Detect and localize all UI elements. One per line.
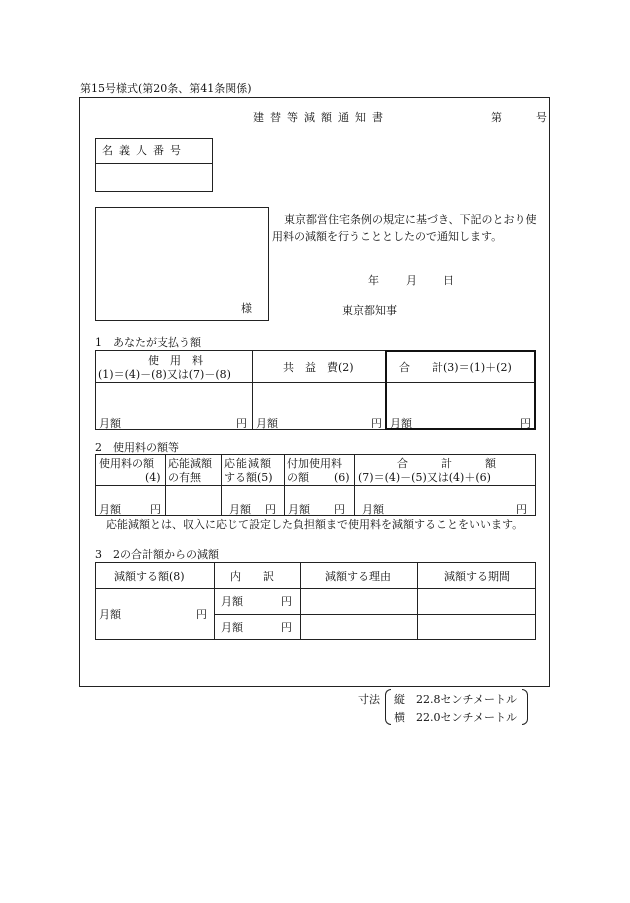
section2-h2-line2: の有無 xyxy=(168,471,201,484)
section2-h5-line2: (7)＝(4)－(5)又は(4)＋(6) xyxy=(358,471,491,484)
section1-col2-monthly: 月額 xyxy=(256,417,278,430)
section2-c4-yen: 円 xyxy=(334,503,345,516)
section2-h4-line2-a: の額 xyxy=(287,471,309,484)
document-title: 建替等減額通知書 xyxy=(253,111,389,124)
dimensions-height: 縦 22.8センチメートル xyxy=(394,693,518,706)
dimensions-label: 寸法 xyxy=(358,693,380,706)
section1-col1-monthly: 月額 xyxy=(99,417,121,430)
section1-col3-yen: 円 xyxy=(520,417,531,430)
section2-h4-line2-b: (6) xyxy=(334,471,350,484)
section2-h4-line1: 付加使用料 xyxy=(287,457,342,470)
section2-c5-monthly: 月額 xyxy=(362,503,384,516)
section3-amount-monthly: 月額 xyxy=(99,608,121,621)
section2-c3-yen: 円 xyxy=(265,503,276,516)
section3-h3: 減額する理由 xyxy=(325,570,391,583)
section3-reason-field-2[interactable] xyxy=(302,616,415,638)
section1-col2-yen: 円 xyxy=(371,417,382,430)
date-month-label: 月 xyxy=(406,274,417,287)
section3-h1: 減額する額(8) xyxy=(114,570,185,583)
section2-h1-line1: 使用料の額 xyxy=(99,457,154,470)
section2-total-field[interactable] xyxy=(356,487,534,501)
section3-row2-monthly: 月額 xyxy=(221,621,243,634)
section2-c1-yen: 円 xyxy=(150,503,161,516)
section3-row1-yen: 円 xyxy=(281,595,292,608)
section2-c1-monthly: 月額 xyxy=(99,503,121,516)
section2-reduction-flag-field[interactable] xyxy=(167,487,219,514)
section1-col1-title: 使 用 料 xyxy=(148,354,203,367)
nominee-number-header: 名義人番号 xyxy=(102,144,187,157)
section2-h5-line1: 合 計 額 xyxy=(397,457,496,470)
date-year-label: 年 xyxy=(368,274,379,287)
section1-total-field[interactable] xyxy=(388,385,533,413)
section3-h4: 減額する期間 xyxy=(444,570,510,583)
section2-heading: 2 使用料の額等 xyxy=(95,441,179,454)
section2-c4-monthly: 月額 xyxy=(288,503,310,516)
section3-row2-yen: 円 xyxy=(281,621,292,634)
section1-col3-header: 合 計(3)＝(1)＋(2) xyxy=(399,361,512,374)
section2-h1-line2: (4) xyxy=(145,471,161,484)
section3-amount-yen: 円 xyxy=(196,608,207,621)
section3-heading: 3 2の合計額からの減額 xyxy=(95,548,219,561)
section1-col1-yen: 円 xyxy=(236,417,247,430)
nominee-number-field[interactable] xyxy=(97,166,210,189)
section3-period-field-1[interactable] xyxy=(419,590,534,612)
issuer: 東京都知事 xyxy=(342,304,397,317)
section2-h3-line2: する額(5) xyxy=(224,471,273,484)
section1-col1-formula: (1)＝(4)－(8)又は(7)－(8) xyxy=(98,368,231,381)
section1-col3-monthly: 月額 xyxy=(390,417,412,430)
section3-period-field-2[interactable] xyxy=(419,616,534,638)
notice-text-line2: 用料の減額を行うこととしたので通知します。 xyxy=(272,230,503,243)
section2-c3-monthly: 月額 xyxy=(229,503,251,516)
document-number: 第 号 xyxy=(491,111,551,124)
section2-reduction-amount-field[interactable] xyxy=(223,487,282,501)
section3-h2: 内 訳 xyxy=(230,570,274,583)
section2-usage-fee-field[interactable] xyxy=(97,487,163,501)
section3-row1-monthly: 月額 xyxy=(221,595,243,608)
section1-col2-header: 共 益 費(2) xyxy=(283,361,354,374)
notice-text-line1: 東京都営住宅条例の規定に基づき、下記のとおり使 xyxy=(284,213,537,226)
section2-note: 応能減額とは、収入に応じて設定した負担額まで使用料を減額することをいいます。 xyxy=(106,518,524,531)
date-day-label: 日 xyxy=(443,274,454,287)
recipient-suffix: 様 xyxy=(241,302,252,315)
section2-h3-line1: 応能減額 xyxy=(224,457,272,470)
dimensions-width: 横 22.0センチメートル xyxy=(394,711,518,724)
section3-reason-field-1[interactable] xyxy=(302,590,415,612)
section1-usage-fee-field[interactable] xyxy=(97,385,250,413)
form-label: 第15号様式(第20条、第41条関係) xyxy=(80,82,252,95)
section2-additional-fee-field[interactable] xyxy=(286,487,352,501)
section1-heading: 1 あなたが支払う額 xyxy=(95,336,201,349)
right-brace xyxy=(522,689,528,725)
section2-h2-line1: 応能減額 xyxy=(168,457,212,470)
section2-c5-yen: 円 xyxy=(516,503,527,516)
section1-common-fee-field[interactable] xyxy=(254,385,383,413)
left-brace xyxy=(385,689,391,725)
